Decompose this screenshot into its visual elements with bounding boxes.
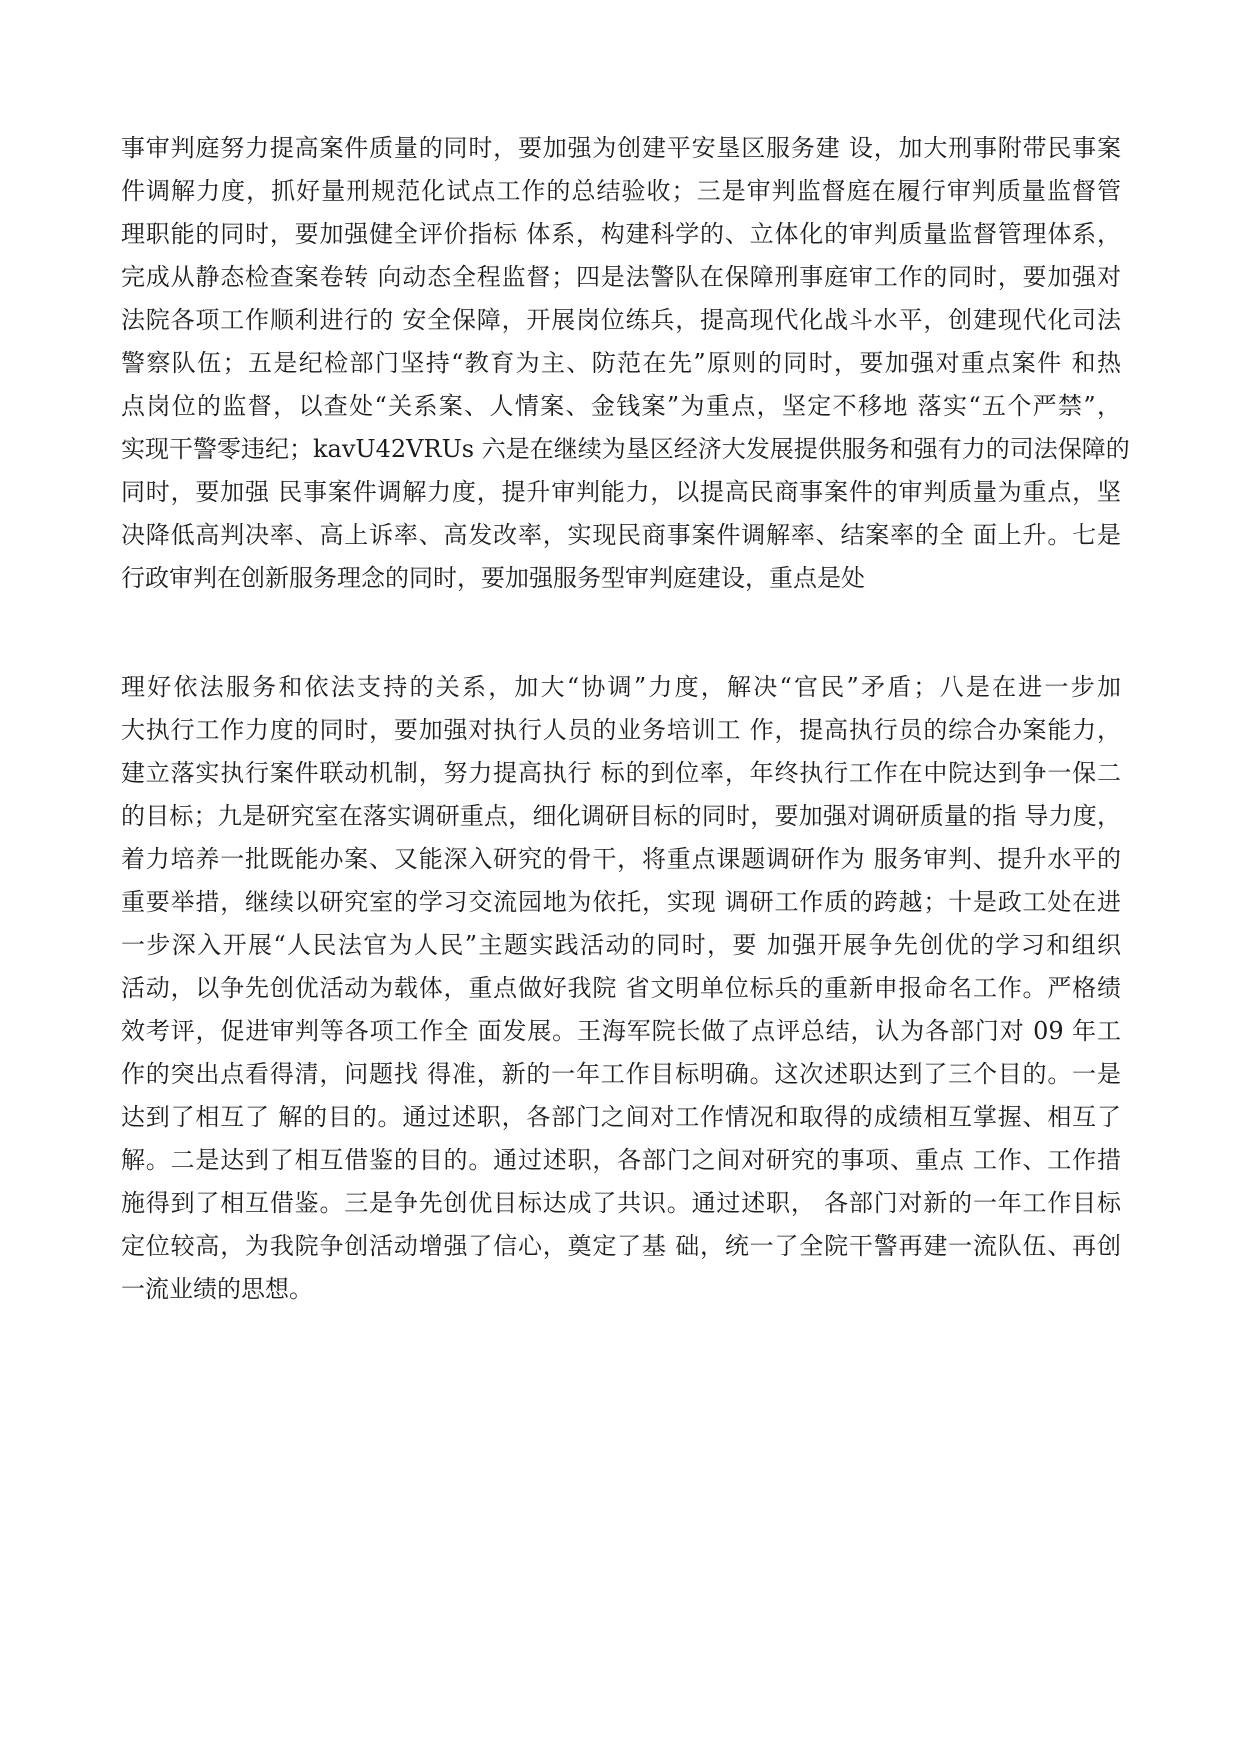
text-line: 法院各项工作顺利进行的 安全保障，开展岗位练兵，提高现代化战斗水平，创建现代化司法	[121, 306, 1121, 334]
text-line: 定位较高，为我院争创活动增强了信心，奠定了基 础，统一了全院干警再建一流队伍、再创	[121, 1232, 1121, 1260]
text-line: 着力培养一批既能办案、又能深入研究的骨干，将重点课题调研作为 服务审判、提升水平的	[121, 845, 1121, 873]
text-line: 达到了相互了 解的目的。通过述职，各部门之间对工作情况和取得的成绩相互掌握、相互了	[121, 1103, 1121, 1131]
text-line: 重要举措，继续以研究室的学习交流园地为依托，实现 调研工作质的跨越；十是政工处在进	[121, 888, 1121, 916]
text-line: 施得到了相互借鉴。三是争先创优目标达成了共识。通过述职， 各部门对新的一年工作目标	[121, 1189, 1121, 1217]
text-line: 解。二是达到了相互借鉴的目的。通过述职，各部门之间对研究的事项、重点 工作、工作措	[121, 1146, 1121, 1174]
text-line: 效考评，促进审判等各项工作全 面发展。王海军院长做了点评总结，认为各部门对 09 年工	[121, 1017, 1121, 1045]
text-line: 实现干警零违纪；kavU42VRUs 六是在继续为垦区经济大发展提供服务和强有力的司法保障的	[121, 435, 1130, 463]
text-line: 行政审判在创新服务理念的同时，要加强服务型审判庭建设，重点是处	[121, 564, 865, 592]
text-line: 同时，要加强 民事案件调解力度，提升审判能力，以提高民商事案件的审判质量为重点，坚	[121, 478, 1121, 506]
text-line: 一流业绩的思想。	[121, 1275, 313, 1303]
text-line: 警察队伍；五是纪检部门坚持“教育为主、防范在先”原则的同时，要加强对重点案件 和热	[121, 349, 1121, 377]
text-line: 大执行工作力度的同时，要加强对执行人员的业务培训工 作，提高执行员的综合办案能力，	[121, 716, 1121, 744]
text-line: 完成从静态检查案卷转 向动态全程监督；四是法警队在保障刑事庭审工作的同时，要加强对	[121, 263, 1121, 291]
text-line: 件调解力度，抓好量刑规范化试点工作的总结验收；三是审判监督庭在履行审判质量监督管	[121, 177, 1121, 205]
text-line: 理好依法服务和依法支持的关系，加大“协调”力度，解决“官民”矛盾；八是在进一步加	[121, 673, 1121, 701]
text-line: 决降低高判决率、高上诉率、高发改率，实现民商事案件调解率、结案率的全 面上升。七是	[121, 521, 1121, 549]
text-line: 点岗位的监督，以查处“关系案、人情案、金钱案”为重点，坚定不移地 落实“五个严禁”，	[121, 392, 1121, 420]
text-line: 作的突出点看得清，问题找 得准，新的一年工作目标明确。这次述职达到了三个目的。一是	[121, 1060, 1121, 1088]
text-line: 建立落实执行案件联动机制，努力提高执行 标的到位率，年终执行工作在中院达到争一保二	[121, 759, 1121, 787]
text-line: 一步深入开展“人民法官为人民”主题实践活动的同时，要 加强开展争先创优的学习和组织	[121, 931, 1121, 959]
text-line: 事审判庭努力提高案件质量的同时，要加强为创建平安垦区服务建 设，加大刑事附带民事案	[121, 134, 1121, 162]
text-line: 理职能的同时，要加强健全评价指标 体系，构建科学的、立体化的审判质量监督管理体系，	[121, 220, 1121, 248]
text-line: 的目标；九是研究室在落实调研重点，细化调研目标的同时，要加强对调研质量的指 导力度，	[121, 802, 1121, 830]
text-line: 活动，以争先创优活动为载体，重点做好我院 省文明单位标兵的重新申报命名工作。严格绩	[121, 974, 1121, 1002]
